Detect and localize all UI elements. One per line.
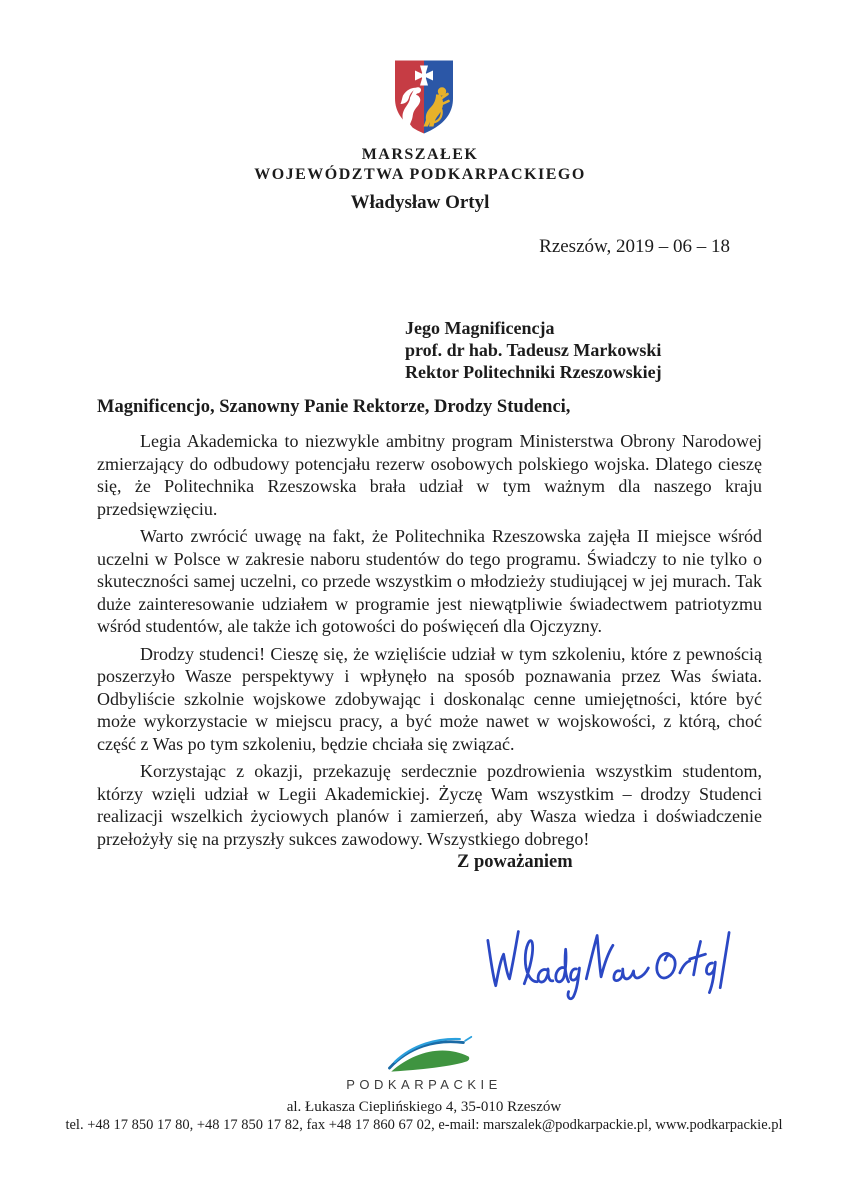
recipient-line: Rektor Politechniki Rzeszowskiej <box>405 362 662 382</box>
recipient-block <box>405 317 662 383</box>
official-name: Władysław Ortyl <box>350 192 490 213</box>
valediction: Z poważaniem <box>457 852 573 872</box>
footer-contact: tel. +48 17 850 17 80, +48 17 850 17 82, fax +48 17 860 67 02, e-mail: marszalek@podkarpackie.pl, www.podkarpackie.pl <box>65 1117 783 1133</box>
footer-logo-text: PODKARPACKIE <box>346 1077 502 1092</box>
podkarpackie-region-logo-icon <box>376 1032 498 1076</box>
body-paragraph: Korzystając z okazji, przekazuję serdecznie pozdrowienia wszystkim studentom, którzy wzięli udział w Legii Akademickiej. Życzę Wam wszystkim – drodzy Studenci realizacji wszelkich życiowych planów i zamierzeń, aby Wasza wiedza i doświadczenie przełożyły się na przyszły sukces zawodowy. Wszystkiego dobrego! <box>97 761 762 849</box>
office-title-line2: WOJEWÓDZTWA PODKARPACKIEGO <box>254 166 586 183</box>
body-paragraph: Warto zwrócić uwagę na fakt, że Politechnika Rzeszowska zajęła II miejsce wśród uczelni w Polsce w zakresie naboru studentów do tego programu. Świadczy to nie tylko o skuteczności samej uczelni, co przede wszystkim o młodzieży studiującej w jej murach. Tak duże zainteresowanie udziałem w programie jest niewątpliwie świadectwem patriotyzmu wśród studentów, ale także ich gotowości do poświęceń dla Ojczyzny. <box>97 526 762 636</box>
recipient-line: Jego Magnificencja <box>405 318 555 338</box>
recipient-line: prof. dr hab. Tadeusz Markowski <box>405 340 662 360</box>
handwritten-signature <box>478 916 734 1018</box>
body-paragraph: Drodzy studenci! Cieszę się, że wzięliście udział w tym szkoleniu, które z pewnością poszerzyło Wasze perspektywy i wpłynęło na sposób poznawania przez Was świata. Odbyliście szkolnie wojskowe zdobywając i doskonaląc cenne umiejętności, które być może wykorzystacie w miejscu pracy, a być może nawet w wojskowości, z którą, choć część z Was po tym szkoleniu, będzie chciała się związać. <box>97 643 762 754</box>
date-line: Rzeszów, 2019 – 06 – 18 <box>539 236 730 257</box>
salutation: Magnificencjo, Szanowny Panie Rektorze, Drodzy Studenci, <box>97 397 571 417</box>
podkarpackie-coat-of-arms-icon <box>390 58 458 136</box>
letter-body <box>97 430 762 855</box>
footer-address: al. Łukasza Cieplińskiego 4, 35-010 Rzeszów <box>286 1099 562 1115</box>
footer-logo-block <box>0 1032 848 1092</box>
office-title-line1: MARSZAŁEK <box>361 146 479 163</box>
body-paragraph: Legia Akademicka to niezwykle ambitny program Ministerstwa Obrony Narodowej zmierzający do odbudowy potencjału rezerw osobowych polskiego wojska. Dlatego cieszę się, że Politechnika Rzeszowska brała udział w tym ważnym dla naszego kraju przedsięwzięciu. <box>97 431 762 519</box>
